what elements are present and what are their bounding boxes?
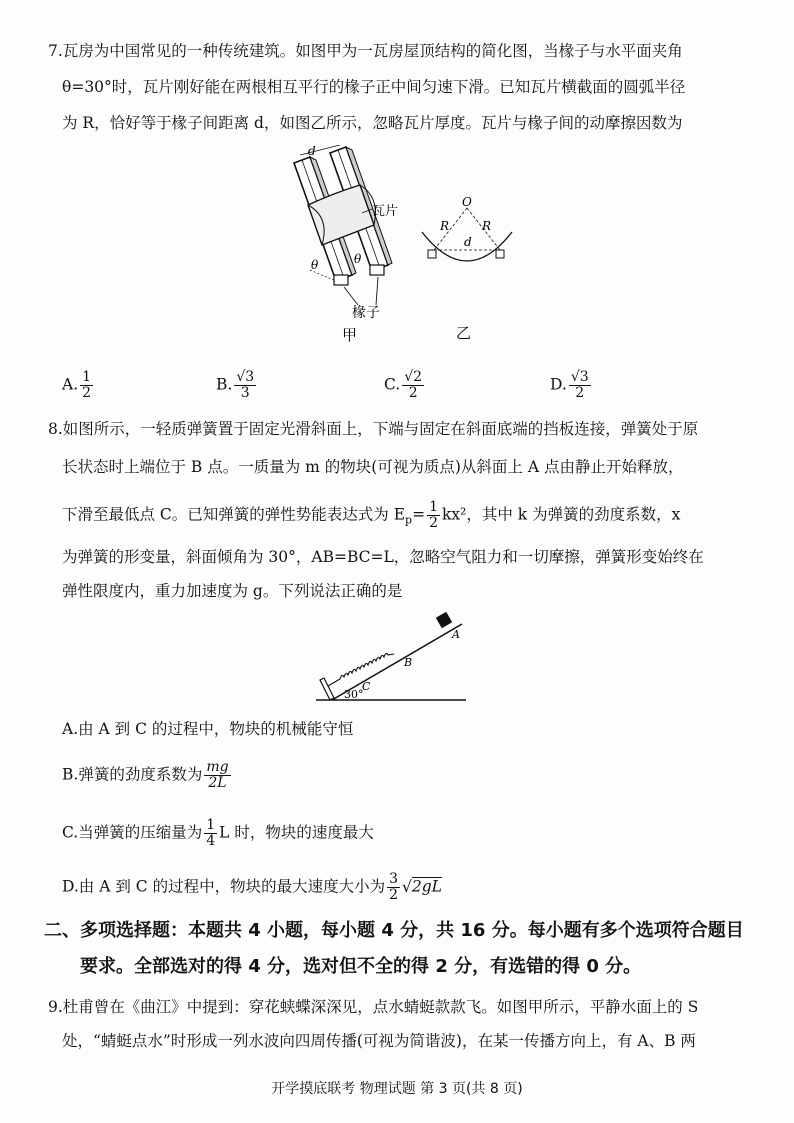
q8-line-1: 8.如图所示，一轻质弹簧置于固定光滑斜面上，下端与固定在斜面底端的挡板连接，弹簧处于原: [48, 420, 699, 438]
label-R-right: R: [482, 219, 492, 233]
q7-figure-yi: [420, 190, 530, 340]
label-A: A: [452, 628, 460, 641]
page-footer: 开学摸底联考 物理试题 第 3 页(共 8 页): [271, 1081, 523, 1097]
label-yi: 乙: [456, 324, 472, 340]
q7-line-1: 7.瓦房为中国常见的一种传统建筑。如图甲为一瓦房屋顶结构的简化图，当椽子与水平面夹角: [48, 42, 683, 60]
q7-option-c[interactable]: C. $\frac{√2}{2}$: [384, 369, 423, 401]
q9-line-2: 处，“蜻蜓点水”时形成一列水波向四周传播(可视为简谐波)，在某一传播方向上，有 A、B 两: [62, 1032, 696, 1050]
label-B: B: [404, 656, 413, 669]
q7-line-2: θ=30°时，瓦片刚好能在两根相互平行的椽子正中间匀速下滑。已知瓦片横截面的圆弧半径: [62, 78, 686, 96]
label-O: O: [462, 195, 472, 209]
q8-option-c[interactable]: C.当弹簧的压缩量为 $\frac{1}{4}$ L 时，物块的速度最大: [62, 817, 374, 849]
label-C: C: [362, 680, 371, 693]
q9-line-1: 9.杜甫曾在《曲江》中提到：穿花蛱蝶深深见，点水蜻蜓款款飞。如图甲所示，平静水面上的 S: [48, 998, 699, 1016]
q8-line-5: 弹性限度内，重力加速度为 g。下列说法正确的是: [62, 582, 403, 600]
q8-option-b[interactable]: B.弹簧的劲度系数为 $\frac{mg}{2L}$: [62, 759, 229, 791]
label-R-left: R: [440, 219, 450, 233]
q8-option-a[interactable]: A.由 A 到 C 的过程中，物块的机械能守恒: [62, 720, 354, 738]
q7-option-b[interactable]: B. $\frac{√3}{3}$: [216, 369, 255, 401]
section2-heading-line-2: 要求。全部选对的得 4 分，选对但不全的得 2 分，有选错的得 0 分。: [80, 956, 642, 977]
label-d-jia: d: [308, 145, 316, 158]
q7-option-a[interactable]: A. $\frac{1}{2}$: [62, 369, 92, 401]
q7-figure-jia: [280, 145, 410, 345]
q8-figure-incline: [312, 604, 472, 704]
label-tile: 瓦片: [372, 204, 399, 219]
label-jia: 甲: [342, 326, 358, 344]
q7-option-d[interactable]: D. $\frac{√3}{2}$: [550, 369, 589, 401]
q8-line-4: 为弹簧的形变量，斜面倾角为 30°，AB=BC=L，忽略空气阻力和一切摩擦，弹簧形变始终在: [62, 548, 704, 566]
q7-line-3: 为 R，恰好等于椽子间距离 d，如图乙所示，忽略瓦片厚度。瓦片与椽子间的动摩擦因数为: [62, 114, 683, 132]
label-rafter: 椽子: [352, 305, 380, 321]
label-theta-2: θ: [354, 252, 362, 266]
label-d-yi: d: [464, 235, 472, 249]
label-theta-1: θ: [311, 258, 319, 272]
q8-option-d[interactable]: D.由 A 到 C 的过程中，物块的最大速度大小为 $\frac{3}{2}$ √2gL: [62, 871, 442, 903]
section2-heading-line-1: 二、多项选择题：本题共 4 小题，每小题 4 分，共 16 分。每小题有多个选项符合题目: [44, 920, 744, 941]
q8-line-2: 长状态时上端位于 B 点。一质量为 m 的物块(可视为质点)从斜面上 A 点由静止开始释放，: [62, 458, 684, 476]
q8-line-3: 下滑至最低点 C。已知弹簧的弹性势能表达式为 $E_p=$ $\frac{1}{2}$ kx²，其中 k 为弹簧的劲度系数，x: [62, 499, 681, 531]
label-angle: 30°: [344, 688, 364, 701]
